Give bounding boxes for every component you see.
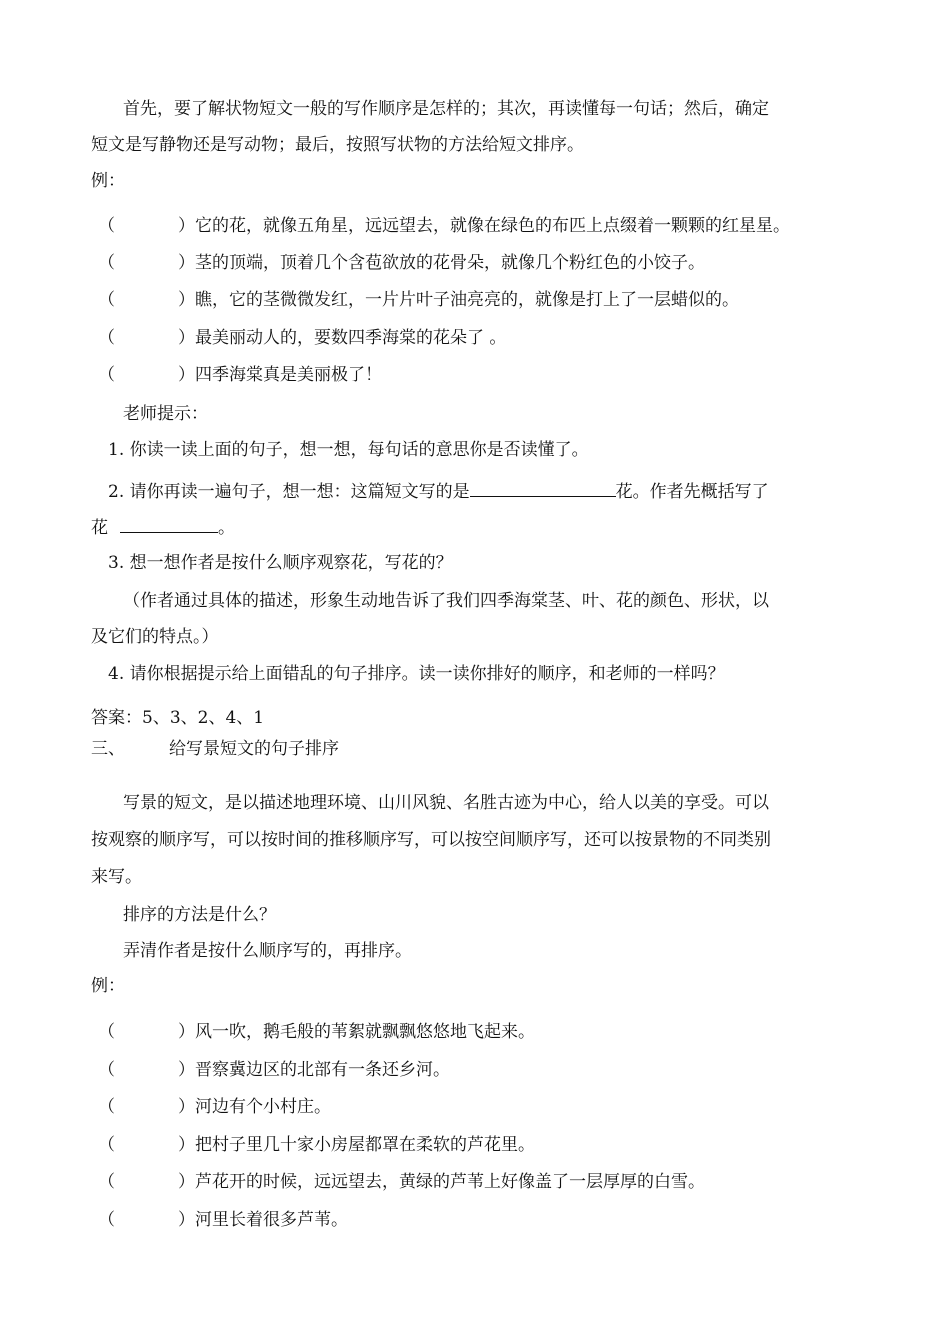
hint-2-text-a: 2. 请你再读一遍句子，想一想：这篇短文写的是 (108, 482, 470, 502)
hint-3-note-1: （作者通过具体的描述，形象生动地告诉了我们四季海棠茎、叶、花的颜色、形状，以 (123, 591, 769, 611)
open-paren: （ (98, 328, 115, 348)
method-answer: 弄清作者是按什么顺序写的，再排序。 (123, 941, 412, 961)
answer-blank-1[interactable] (470, 479, 616, 497)
intro-line-2: 短文是写静物还是写动物；最后，按照写状物的方法给短文排序。 (91, 135, 584, 155)
sentence-text: ）风一吹，鹅毛般的苇絮就飘飘悠悠地飞起来。 (178, 1022, 535, 1042)
hint-3-note-2: 及它们的特点。） (91, 627, 219, 647)
sentence-text: ）茎的顶端，顶着几个含苞欲放的花骨朵，就像几个粉红色的小饺子。 (178, 253, 705, 273)
answer-key: 答案：5、3、2、4、1 (91, 708, 265, 728)
open-paren: （ (98, 253, 115, 273)
section-paragraph-line-2: 按观察的顺序写，可以按时间的推移顺序写，可以按空间顺序写，还可以按景物的不同类别 (91, 830, 771, 850)
sentence-text: ）晋察冀边区的北部有一条还乡河。 (178, 1060, 450, 1080)
hints-title: 老师提示： (123, 404, 208, 424)
hint-2-text-b: 花。作者先概括写了 (615, 482, 769, 502)
open-paren: （ (98, 1060, 115, 1080)
hint-1: 1. 你读一读上面的句子，想一想，每句话的意思你是否读懂了。 (108, 440, 589, 460)
open-paren: （ (98, 1210, 115, 1230)
hint-2-cont (91, 515, 235, 538)
sentence-text: ）河里长着很多芦苇。 (178, 1210, 348, 1230)
section-title: 给写景短文的句子排序 (169, 739, 339, 759)
sentence-text: ）芦花开的时候，远远望去，黄绿的芦苇上好像盖了一层厚厚的白雪。 (178, 1172, 705, 1192)
section-number: 三、 (91, 739, 125, 759)
sentence-text: ）把村子里几十家小房屋都罩在柔软的芦花里。 (178, 1135, 535, 1155)
sentence-text: ）瞧，它的茎微微发红，一片片叶子油亮亮的，就像是打上了一层蜡似的。 (178, 290, 739, 310)
intro-line-1: 首先，要了解状物短文一般的写作顺序是怎样的；其次，再读懂每一句话；然后，确定 (123, 99, 769, 119)
sentence-text: ）它的花，就像五角星，远远望去，就像在绿色的布匹上点缀着一颗颗的红星星。 (178, 216, 790, 236)
open-paren: （ (98, 1022, 115, 1042)
sentence-text: ）河边有个小村庄。 (178, 1097, 331, 1117)
example-label: 例： (91, 171, 125, 191)
example-label: 例： (91, 976, 125, 996)
open-paren: （ (98, 290, 115, 310)
open-paren: （ (98, 1097, 115, 1117)
section-paragraph-line-3: 来写。 (91, 867, 142, 887)
open-paren: （ (98, 216, 115, 236)
method-question: 排序的方法是什么？ (123, 905, 276, 925)
open-paren: （ (98, 1135, 115, 1155)
open-paren: （ (98, 1172, 115, 1192)
hint-4: 4. 请你根据提示给上面错乱的句子排序。读一读你排好的顺序，和老师的一样吗？ (108, 664, 725, 684)
open-paren: （ (98, 365, 115, 385)
sentence-text: ）四季海棠真是美丽极了！ (178, 365, 382, 385)
hint-3: 3. 想一想作者是按什么顺序观察花，写花的？ (108, 553, 453, 573)
section-paragraph-line-1: 写景的短文，是以描述地理环境、山川风貌、名胜古迹为中心，给人以美的享受。可以 (123, 793, 769, 813)
hint-2 (108, 479, 769, 502)
sentence-text: ）最美丽动人的，要数四季海棠的花朵了 。 (178, 328, 507, 348)
hint-2-text-c: 花 (91, 518, 108, 538)
hint-2-text-d: 。 (218, 518, 235, 538)
answer-blank-2[interactable] (120, 515, 218, 533)
